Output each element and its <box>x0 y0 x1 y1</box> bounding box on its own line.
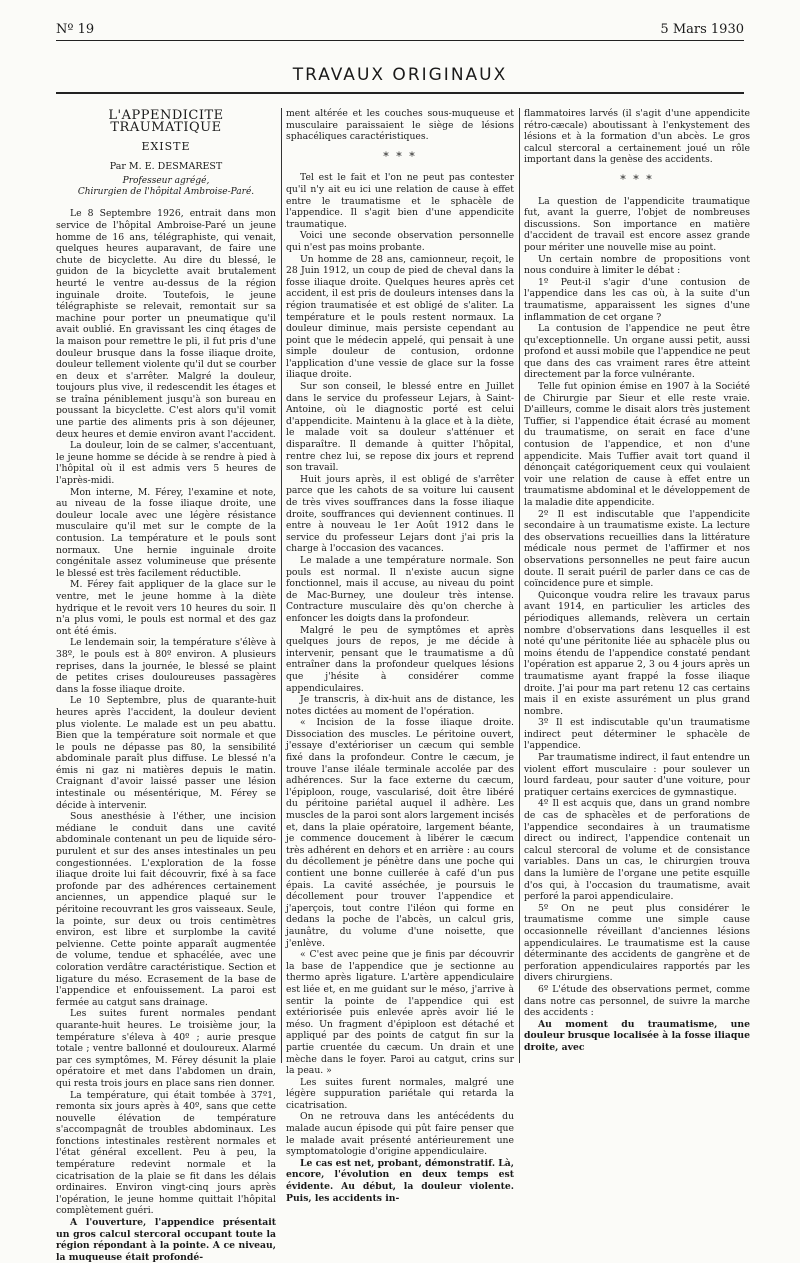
column-divider <box>281 108 282 1063</box>
paragraph: Le 8 Septembre 1926, entrait dans mon service de l'hôpital Ambroise-Paré un jeune homme de 16 ans, télégraphiste, qui venait, quelques heures auparavant, de faire une chute de bicyclette. Au dire du blessé, le guidon de la bicyclette avait brutalement heurté le ventre au-dessus de la région inguinale droite. Toutefois, le jeune télégraphiste se relevait, remontait sur sa machine pour porter un pneumatique qu'il avait oublié. En gravissant les cinq étages de la maison pour remettre le pli, il fut pris d'une douleur brusque dans la fosse iliaque droite, douleur tellement violente qu'il dut se courber en deux et s'arrêter. Malgré la douleur, toujours plus vive, il redescendit les étages et se traîna péniblement jusqu'à son bureau en poussant la bicyclette. C'est alors qu'il vomit une partie des aliments pris à son déjeuner, deux heures et demie environ avant l'accident. <box>56 208 276 440</box>
paragraph: Telle fut opinion émise en 1907 à la Société de Chirurgie par Sieur et elle reste vraie. D'ailleurs, comme le disait alors très justement Tuffier, si l'appendice était écrasé au moment du traumatisme, on serait en face d'une contusion de l'appendice, et non d'une appendicite. Mais Tuffier avait tort quand il dénonçait catégoriquement ceux qui voulaient voir une relation de cause à effet entre un traumatisme abdominal et le développement de la maladie dite appendicite. <box>524 381 750 508</box>
issue-date: 5 Mars 1930 <box>660 22 744 37</box>
affiliation-line: Chirurgien de l'hôpital Ambroise-Paré. <box>77 187 255 198</box>
paragraph: « C'est avec peine que je finis par découvrir la base de l'appendice que je sectionne au thermo après ligature. L'artère appendiculaire est liée et, en me guidant sur le méso, j'arrive à sentir la pointe de l'appendice qui est extériorisée puis enlevée après avoir lié le méso. Un fragment d'épiploon est détaché et appliqué par des points de catgut fin sur la partie cruentée du cæcum. Un drain et une mèche dans le foyer. Paroi au catgut, crins sur la peau. » <box>286 949 514 1077</box>
paragraph: La douleur, loin de se calmer, s'accentuant, le jeune homme se décide à se rendre à pied à l'hôpital où il est admis vers 5 heures de l'après-midi. <box>56 440 276 487</box>
paragraph: On ne retrouva dans les antécédents du malade aucun épisode qui pût faire penser que le malade avait présenté antérieurement une symptomatologie d'origine appendiculaire. <box>286 1111 514 1158</box>
paragraph: Par traumatisme indirect, il faut entendre un violent effort musculaire : pour soulever un lourd fardeau, pour sauter d'une voiture, pour pratiquer certains exercices de gymnastique. <box>524 752 750 798</box>
column-3 <box>524 108 750 1063</box>
column-divider <box>519 108 520 1063</box>
paragraph: Un homme de 28 ans, camionneur, reçoit, le 28 Juin 1912, un coup de pied de cheval dans la fosse iliaque droite. Quelques heures après cet accident, il est pris de douleurs intenses dans la région traumatisée et est obligé de s'aliter. La température et le pouls restent normaux. La douleur diminue, mais persiste cependant au point que le médecin appelé, qui pensait à une simple douleur de contusion, ordonne l'application d'une vessie de glace sur la fosse iliaque droite. <box>286 253 514 381</box>
paragraph: Malgré le peu de symptômes et après quelques jours de repos, je me décide à intervenir, pensant que le traumatisme a dû entraîner dans la profondeur quelques lésions que j'hésite à considérer comme appendiculaires. <box>286 624 514 694</box>
section-rule <box>56 92 744 94</box>
paragraph: ment altérée et les couches sous-muqueuse et musculaire paraissaient le siège de lésions sphacéliques caractéristiques. <box>286 108 514 143</box>
paragraph: Un certain nombre de propositions vont nous conduire à limiter le débat : <box>524 253 750 277</box>
article-subtitle: EXISTE <box>141 140 191 154</box>
article-title: L'APPENDICITE TRAUMATIQUE <box>108 108 224 135</box>
paragraph: Les suites furent normales, malgré une légère suppuration pariétale qui retarda la cicatrisation. <box>286 1076 514 1111</box>
paragraph: La question de l'appendicite traumatique fut, avant la guerre, l'objet de nombreuses discussions. Son importance en matière d'accident de travail est encore assez grande pour mériter une nouvelle mise au point. <box>524 195 750 253</box>
article-author: Par M. E. DESMAREST <box>109 160 223 172</box>
paragraph: 4º Il est acquis que, dans un grand nombre de cas de sphacèles et de perforations de l'appendice secondaires à un traumatisme direct ou indirect, l'appendice contenait un calcul stercoral de volume et de consistance variables. Dans un cas, le chirurgien trouva dans la lumière de l'organe une petite esquille d'os qui, à l'occasion du traumatisme, avait perforé la paroi appendiculaire. <box>524 798 750 903</box>
paragraph: La contusion de l'appendice ne peut être qu'exceptionnelle. Un organe aussi petit, aussi profond et aussi mobile que l'appendice ne peut que dans des cas vraiment rares être atteint directement par la force vulnérante. <box>524 323 750 381</box>
paragraph: Huit jours après, il est obligé de s'arrêter parce que les cahots de sa voiture lui causent de très vives souffrances dans la fosse iliaque droite, souffrances qui deviennent continues. Il entre à nouveau le 1er Août 1912 dans le service du professeur Lejars dont j'ai pris la charge à l'occasion des vacances. <box>286 473 514 555</box>
paragraph: Le malade a une température normale. Son pouls est normal. Il n'existe aucun signe fonctionnel, mais il accuse, au niveau du point de Mac-Burney, une douleur très intense. Contracture musculaire dès qu'on cherche à enfoncer les doigts dans la profondeur. <box>286 554 514 624</box>
paragraph: 6º L'étude des observations permet, comme dans notre cas personnel, de suivre la marche des accidents : <box>524 983 750 1019</box>
header-rule <box>56 40 744 41</box>
author-affiliation <box>56 176 276 198</box>
paragraph: Sous anesthésie à l'éther, une incision médiane le conduit dans une cavité abdominale contenant un peu de liquide séro-purulent et sur des anses intestinales un peu congestionnées. L'exploration de la fosse iliaque droite lui fait découvrir, fixé à sa face profonde par des adhérences certainement anciennes, un appendice plaqué sur le péritoine recouvrant les gros vaisseaux. Seule, la pointe, sur deux ou trois centimètres environ, est libre et surplombe la cavité pelvienne. Cette pointe apparaît augmentée de volume, tendue et sphacélée, avec une coloration verdâtre caractéristique. Section et ligature du méso. Ecrasement de la base de l'appendice et enfouissement. La paroi est fermée au catgut sans drainage. <box>56 811 276 1008</box>
paragraph: 3º Il est indiscutable qu'un traumatisme indirect peut déterminer le sphacèle de l'appendice. <box>524 717 750 752</box>
column-2 <box>286 108 514 1204</box>
paragraph: Au moment du traumatisme, une douleur brusque localisée à la fosse iliaque droite, avec <box>524 1018 750 1053</box>
paragraph: Le cas est net, probant, démonstratif. Là, encore, l'évolution en deux temps est évidente. Au début, la douleur violente. Puis, les accidents in- <box>286 1157 514 1204</box>
paragraph: A l'ouverture, l'appendice présentait un gros calcul stercoral occupant toute la région répondant à la pointe. A ce niveau, la muqueuse était profondé- <box>56 1217 276 1263</box>
paragraph: Sur son conseil, le blessé entre en Juillet dans le service du professeur Lejars, à Saint-Antoine, où le diagnostic porté est celui d'appendicite. Maintenu à la glace et à la diète, le malade voit sa douleur s'atténuer et disparaître. Il demande à quitter l'hôpital, rentre chez lui, se repose dix jours et reprend son travail. <box>286 381 514 474</box>
column-1 <box>56 108 276 1263</box>
paragraph: flammatoires larvés (il s'agit d'une appendicite rétro-cæcale) aboutissant à l'enkystement des lésions et à la formation d'un abcès. Le gros calcul stercoral a certainement joué un rôle important dans la genèse des accidents. <box>524 108 750 166</box>
affiliation-line: Professeur agrégé, <box>122 176 210 187</box>
running-header <box>56 22 744 37</box>
paragraph: 5º On ne peut plus considérer le traumatisme comme une simple cause occasionnelle réveillant d'anciennes lésions appendiculaires. Le traumatisme est la cause déterminante des accidents de gangrène et de perforation appendiculaires rapportés par les divers chirurgiens. <box>524 902 750 984</box>
paragraph: Voici une seconde observation personnelle qui n'est pas moins probante. <box>286 230 514 253</box>
paragraph: Mon interne, M. Férey, l'examine et note, au niveau de la fosse iliaque droite, une douleur locale avec une légère résistance musculaire qu'il met sur le compte de la contusion. La température et le pouls sont normaux. Une hernie inguinale droite congénitale assez volumineuse que présente le blessé est très facilement réductible. <box>56 486 276 579</box>
paragraph: Les suites furent normales pendant quarante-huit heures. Le troisième jour, la température s'éleva à 40º ; aurie presque totale ; ventre ballonné et douloureux. Alarmé par ces symptômes, M. Férey désunit la plaie opératoire et met dans l'abdomen un drain, qui resta trois jours en place sans rien donner. <box>56 1008 276 1089</box>
paragraph: Quiconque voudra relire les travaux parus avant 1914, en particulier les articles des périodiques allemands, relèvera un certain nombre d'observations dans lesquelles il est noté qu'une péritonite liée au sphacèle plus ou moins étendu de l'appendice constaté pendant l'opération est apparue 2, 3 ou 4 jours après un traumatisme ayant frappé la fosse iliaque droite. J'ai pour ma part retenu 12 cas certains mais il en existe assurément un plus grand nombre. <box>524 589 750 717</box>
paragraph: M. Férey fait appliquer de la glace sur le ventre, met le jeune homme à la diète hydrique et le revoit vers 10 heures du soir. Il n'a plus vomi, le pouls est normal et des gaz ont été émis. <box>56 579 276 637</box>
paragraph: 2º Il est indiscutable que l'appendicite secondaire à un traumatisme existe. La lecture des observations recueillies dans la littérature médicale nous permet de l'affirmer et nos observations personnelles ne peut faire aucun doute. Il serait puéril de parler dans ce cas de coïncidence pure et simple. <box>524 508 750 590</box>
paragraph: Je transcris, à dix-huit ans de distance, les notes dictées au moment de l'opération. <box>286 694 514 717</box>
section-break-stars: * * * <box>383 149 417 163</box>
issue-number: Nº 19 <box>56 22 95 37</box>
paragraph: Le 10 Septembre, plus de quarante-huit heures après l'accident, la douleur devient plus violente. Le malade est un peu abattu. Bien que la température soit normale et que le pouls ne dépasse pas 80, la sensibilité abdominale paraît plus diffuse. Le blessé n'a émis ni gaz ni matières depuis le matin. Craignant d'avoir laissé passer une lésion intestinale ou mésentérique, M. Férey se décide à intervenir. <box>56 695 276 811</box>
paragraph: La température, qui était tombée à 37º1, remonta six jours après à 40º, sans que cette nouvelle élévation de température s'accompagnât de troubles abdominaux. Les fonctions intestinales restèrent normales et l'état général excellent. Peu à peu, la température redevint normale et la cicatrisation de la plaie se fit dans les délais ordinaires. Environ vingt-cinq jours après l'opération, le jeune homme quittait l'hôpital complètement guéri. <box>56 1089 276 1217</box>
paragraph: « Incision de la fosse iliaque droite. Dissociation des muscles. Le péritoine ouvert, j'essaye d'extérioriser un cæcum qui semble fixé dans la profondeur. Contre le cæcum, je trouve l'anse iléale terminale accolée par des adhérences. Sur la face externe du cæcum, l'épiploon, rouge, vascularisé, doit être libéré du péritoine pariétal auquel il adhère. Les muscles de la paroi sont alors largement incisés et, dans la plaie opératoire, largement béante, je commence doucement à libérer le cæcum très adhérent en dehors et en arrière : au cours du décollement je pénètre dans une poche qui contient une bonne cuillerée à café d'un pus épais. La cavité asséchée, je poursuis le décollement pour trouver l'appendice et j'aperçois, tout contre l'iléon qui forme en dedans la poche de l'abcès, un calcul gris, jaunâtre, du volume d'une noisette, que j'enlève. <box>286 717 514 949</box>
section-title: TRAVAUX ORIGINAUX <box>292 65 508 85</box>
paragraph: 1º Peut-il s'agir d'une contusion de l'appendice dans les cas où, à la suite d'un traumatisme, apparaissent les signes d'une inflammation de cet organe ? <box>524 276 750 323</box>
paragraph: Le lendemain soir, la température s'élève à 38º, le pouls est à 80º environ. A plusieurs reprises, dans la journée, le blessé se plaint de petites crises douloureuses passagères dans la fosse iliaque droite. <box>56 637 276 695</box>
paragraph: Tel est le fait et l'on ne peut pas contester qu'il n'y ait eu ici une relation de cause à effet entre le traumatisme et le sphacèle de l'appendice. Il s'agit bien d'une appendicite traumatique. <box>286 172 514 230</box>
section-break-stars: * * * <box>620 172 654 186</box>
